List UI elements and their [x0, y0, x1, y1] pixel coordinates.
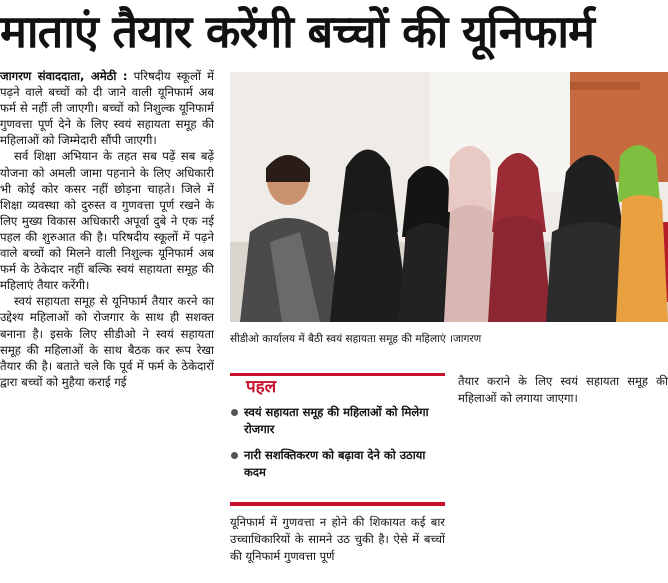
bullet-icon	[231, 452, 238, 459]
article-left-column	[0, 68, 214, 583]
photo-illustration	[230, 72, 668, 322]
article-right-continuation: तैयार कराने के लिए स्वयं सहायता समूह की महिलाओं को लगाया जाएगा।	[458, 374, 668, 405]
headline: माताएं तैयार करेंगी बच्चों की यूनिफार्म	[0, 5, 594, 58]
pahal-list	[230, 404, 445, 490]
article-paragraph-2: सर्व शिक्षा अभियान के तहत सब पढ़ें सब बढ़ें योजना को अमली जामा पहनाने के लिए अधिकारी भी कोई कोर कसर नहीं छोड़ना चाहते। जिले में शिक्षा व्यवस्था को दुरुस्त व गुणवत्ता पूर्ण रखने के लिए मुख्य विकास अधिकारी अपूर्वा दुबे ने एक नई पहल की शुरुआत की है। परिषदीय स्कूलों में पढ़ने वाले बच्चों को मिलने वाली निशुल्क यूनिफार्म अब फर्म के ठेकेदार नहीं बल्कि स्वयं सहायता समूह की महिलाएं तैयार करेंगी।	[0, 149, 214, 293]
paragraph-1-text: परिषदीय स्कूलों में पढ़ने वाले बच्चों को दी जाने वाली यूनिफार्म अब फर्म से नहीं ली जाएगी। बच्चों को निशुल्क यूनिफार्म गुणवत्ता पूर्ण देने के लिए स्वयं सहायता समूह की महिलाओं को जिम्मेदारी सौंपी जाएगी।	[0, 69, 214, 148]
pahal-item-text: स्वयं सहायता समूह की महिलाओं को मिलेगा रोजगार	[244, 405, 429, 436]
article-paragraph-1	[0, 68, 214, 148]
pahal-item-text: नारी सशक्तिकरण को बढ़ावा देने को उठाया कदम	[244, 448, 426, 479]
pahal-heading: पहल	[230, 373, 445, 399]
article-middle-continuation: यूनिफार्म में गुणवत्ता न होने की शिकायत कई बार उच्चाधिकारियों के सामने उठ चुकी है। ऐसे में बच्चों की यूनिफार्म गुणवत्ता पूर्ण	[230, 515, 445, 563]
news-photo	[230, 72, 668, 322]
divider-rule	[230, 502, 445, 506]
article-paragraph-3: स्वयं सहायता समूह से यूनिफार्म तैयार करने का उद्देश्य महिलाओं को रोजगार के साथ ही सशक्त बनाना है। इसके लिए सीडीओ ने स्वयं सहायता समूह की महिलाओं के साथ बैठक कर रूप रेखा तैयार की है। बताते चले कि पूर्व में फर्म के ठेकेदारों द्वारा बच्चों को मुहैया कराई गई	[0, 294, 214, 389]
dateline: जागरण संवाददाता, अमेठी :	[0, 69, 128, 83]
photo-caption: सीडीओ कार्यालय में बैठी स्वयं सहायता समूह की महिलाएं ।जागरण	[230, 333, 482, 345]
bullet-icon	[231, 409, 238, 416]
pahal-item	[230, 447, 445, 481]
pahal-item	[230, 404, 445, 438]
